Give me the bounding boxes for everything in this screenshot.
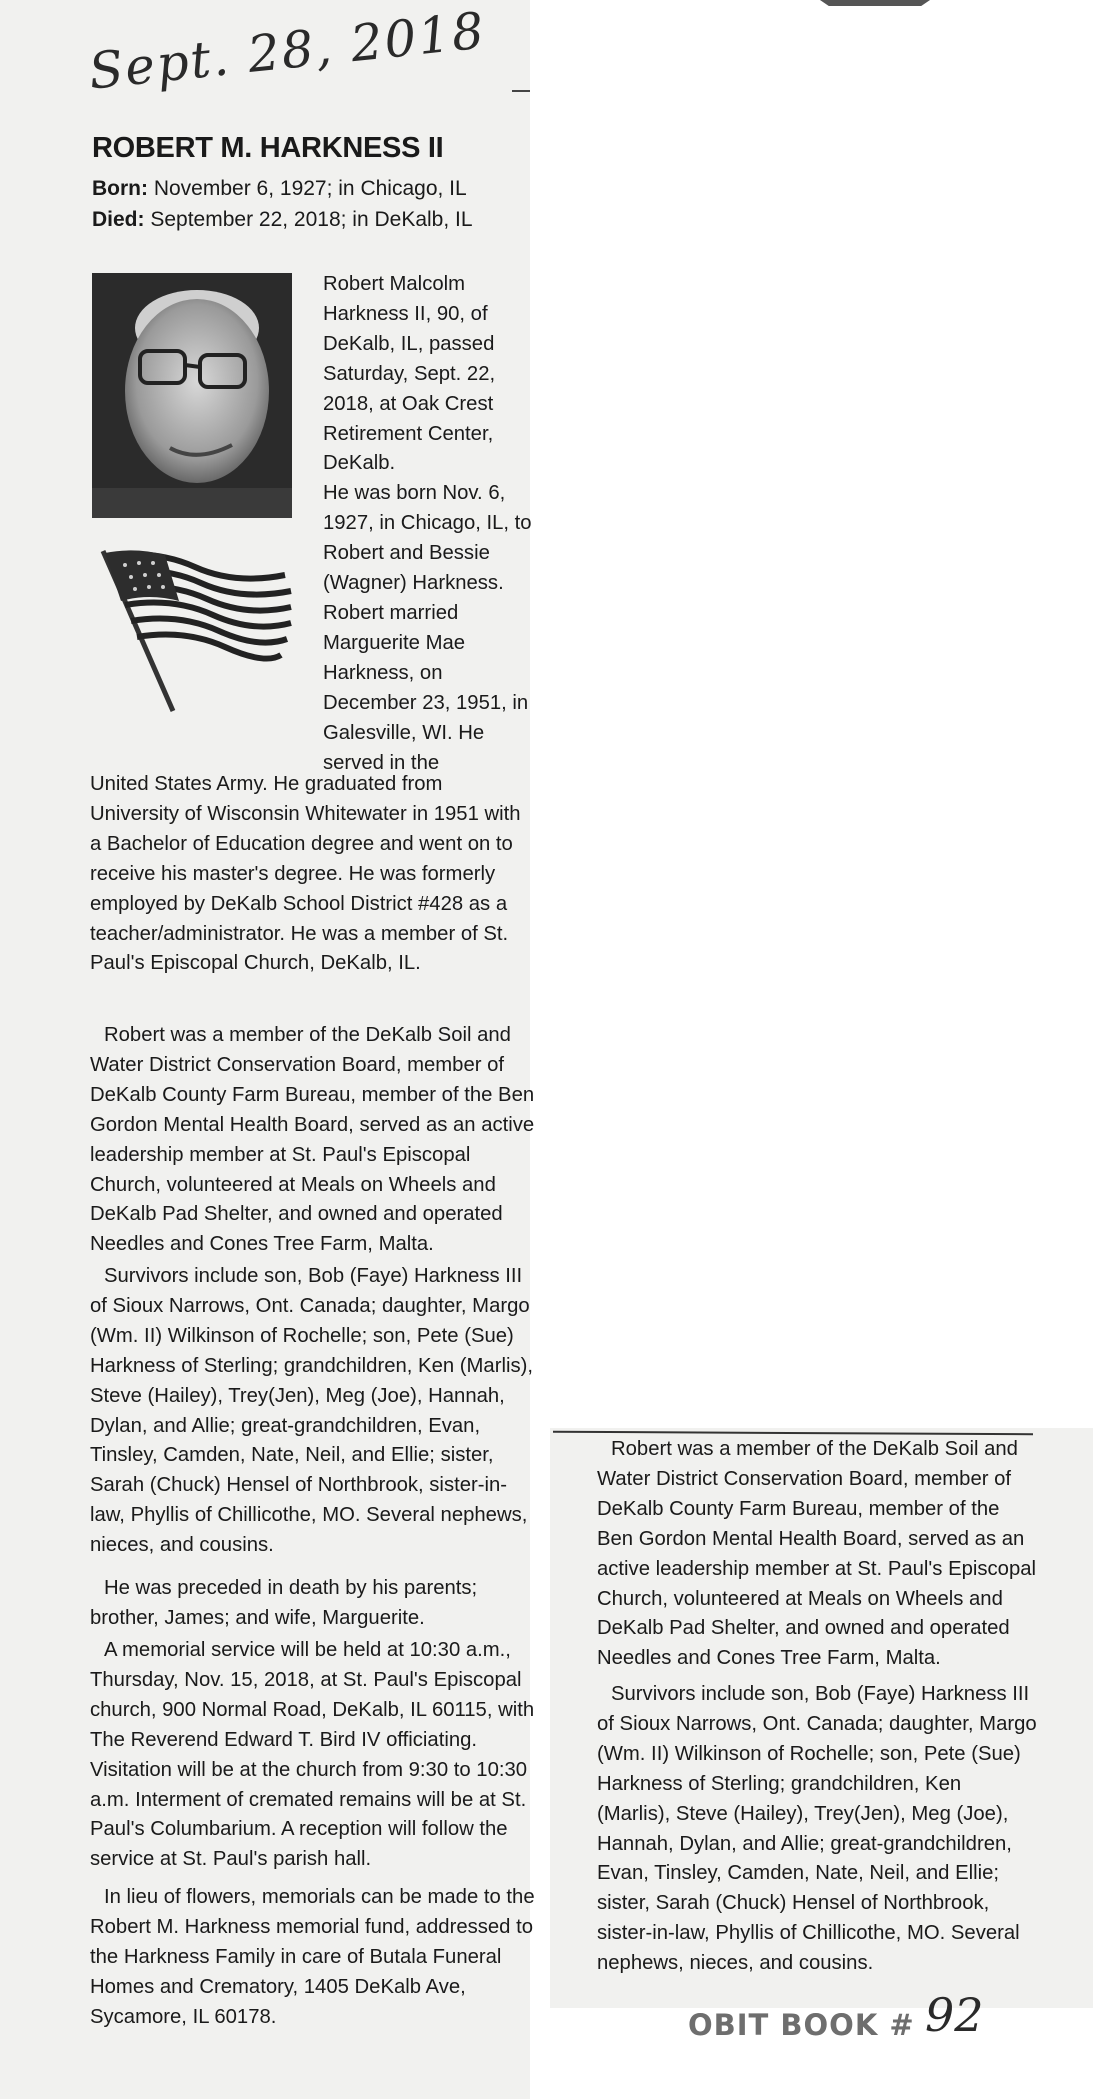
obit-book-number: 92: [925, 1988, 984, 2042]
obituary-paragraph-6: A memorial service will be held at 10:30 a.m., Thursday, Nov. 15, 2018, at St. Paul's Episcopal church, 900 Normal Road, DeKalb, IL 60115, with The Reverend Edward T. Bird IV officiating. Visitation will be at the church from 9:30 to 10:30 a.m. Interment of cremated remains will be at St. Paul's Columbarium. A reception will follow the service at St. Paul's parish hall.: [90, 1639, 535, 1871]
paragraph-2-part-2: United States Army. He graduated from University of Wisconsin Whitewater in 1951 with a Bachelor of Education degree and went on to receive his master's degree. He was formerly employed by DeKalb School District #428 as a teacher/administrator. He was a member of St. Paul's Episcopal Church, DeKalb, IL.: [90, 773, 521, 975]
born-line: [92, 177, 467, 201]
portrait-photo: [92, 273, 292, 518]
died-value: September 22, 2018; in DeKalb, IL: [144, 208, 473, 231]
died-label: Died:: [92, 208, 145, 231]
divider-dash: [512, 90, 530, 92]
paragraph-1-text: Robert Malcolm Harkness II, 90, of DeKalb, IL, passed Saturday, Sept. 22, 2018, at Oak Crest Retirement Center, DeKalb.: [323, 273, 496, 475]
obit-book-label: OBIT BOOK #: [688, 2008, 915, 2042]
obituary-name: ROBERT M. HARKNESS II: [92, 132, 444, 164]
born-label: Born:: [92, 177, 148, 200]
duplicate-paragraph-4: Survivors include son, Bob (Faye) Harkness III of Sioux Narrows, Ont. Canada; daughter, Margo (Wm. II) Wilkinson of Rochelle; son, Pete (Sue) Harkness of Sterling; grandchildren, Ken (Marlis), Steve (Hailey), Trey(Jen), Meg (Joe), Hannah, Dylan, and Allie; great-grandchildren, Evan, Tinsley, Camden, Nate, Neil, and Ellie; sister, Sarah (Chuck) Hensel of Northbrook, sister-in-law, Phyllis of Chillicothe, MO. Several nephews, nieces, and cousins.: [597, 1683, 1037, 1975]
obituary-paragraph-1: [310, 270, 535, 778]
duplicate-paragraph-3: Robert was a member of the DeKalb Soil and Water District Conservation Board, member of DeKalb County Farm Bureau, member of the Ben Gordon Mental Health Board, served as an active leadership member at St. Paul's Episcopal Church, volunteered at Meals on Wheels and DeKalb Pad Shelter, and owned and operated Needles and Cones Tree Farm, Malta.: [597, 1438, 1037, 1670]
died-line: [92, 208, 473, 232]
obituary-paragraph-3: Robert was a member of the DeKalb Soil and Water District Conservation Board, member of DeKalb County Farm Bureau, member of the Ben Gordon Mental Health Board, served as an active leadership member at St. Paul's Episcopal Church, volunteered at Meals on Wheels and DeKalb Pad Shelter, and owned and operated Needles and Cones Tree Farm, Malta.: [90, 1024, 535, 1256]
handwritten-date: Sept. 28, 2018: [86, 1, 489, 101]
obituary-paragraph-7: In lieu of flowers, memorials can be made to the Robert M. Harkness memorial fund, addressed to the Harkness Family in care of Butala Funeral Homes and Crematory, 1405 DeKalb Ave, Sycamore, IL 60178.: [90, 1886, 535, 2028]
american-flag-icon: [95, 545, 295, 715]
obituary-paragraph-4: Survivors include son, Bob (Faye) Harkness III of Sioux Narrows, Ont. Canada; daughter, Margo (Wm. II) Wilkinson of Rochelle; son, Pete (Sue) Harkness of Sterling; grandchildren, Ken (Marlis), Steve (Hailey), Trey(Jen), Meg (Joe), Hannah, Dylan, and Allie; great-grandchildren, Evan, Tinsley, Camden, Nate, Neil, and Ellie; sister, Sarah (Chuck) Hensel of Northbrook, sister-in-law, Phyllis of Chillicothe, MO. Several nephews, nieces, and cousins.: [90, 1265, 533, 1557]
clipping-top-mark: [820, 0, 930, 6]
born-value: November 6, 1927; in Chicago, IL: [148, 177, 467, 200]
obituary-paragraph-5: He was preceded in death by his parents; brother, James; and wife, Marguerite.: [90, 1577, 478, 1629]
paragraph-2-part-1: He was born Nov. 6, 1927, in Chicago, IL, to Robert and Bessie (Wagner) Harkness. Robert married Marguerite Mae Harkness, on December 23, 1951, in Galesville, WI. He served in the: [323, 482, 532, 774]
